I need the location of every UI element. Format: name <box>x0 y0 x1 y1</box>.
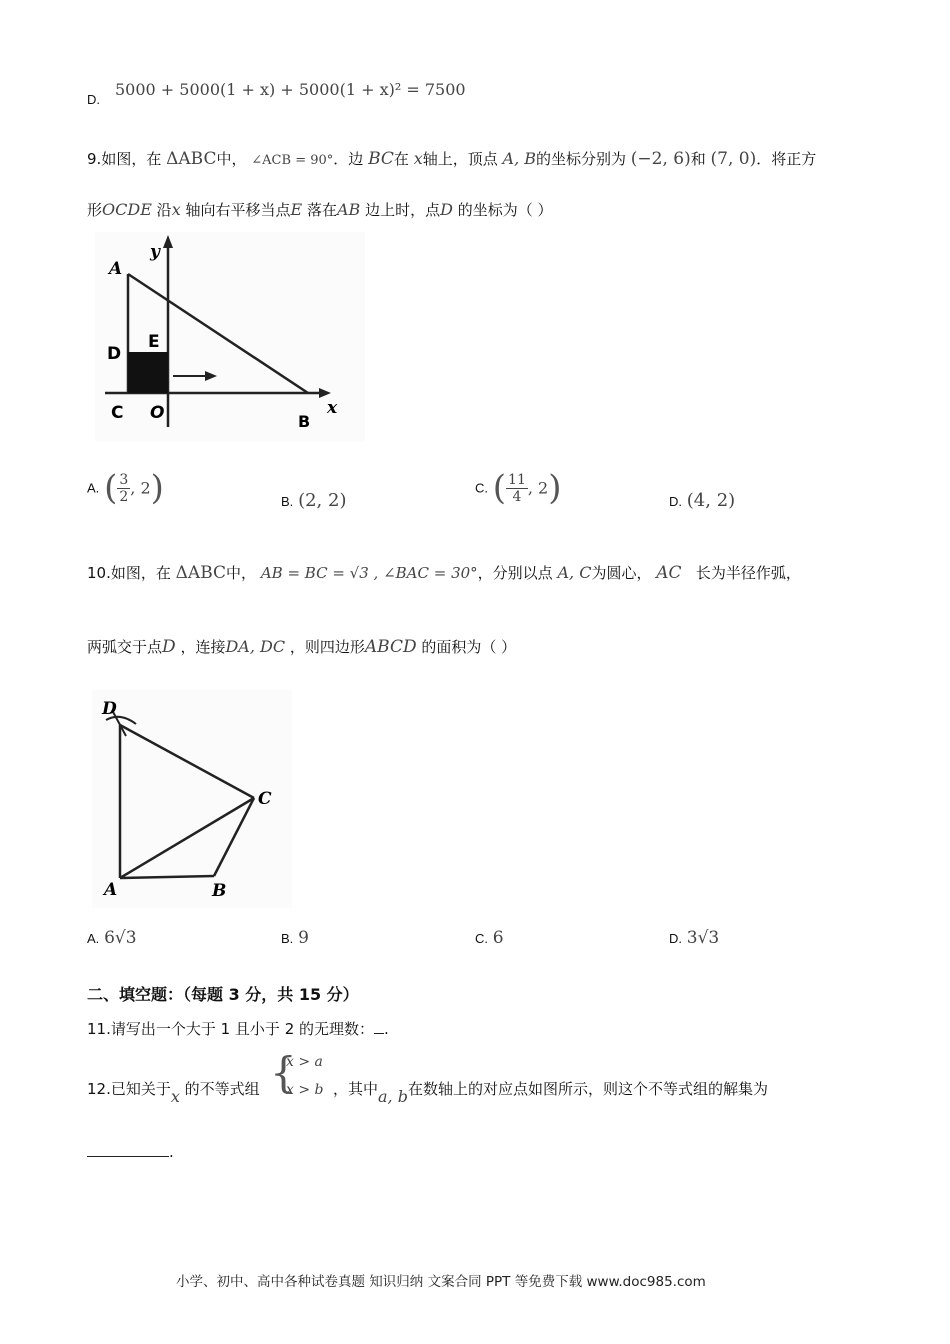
q9-option-a-fraction: $\frac{3}{2}$ <box>119 471 129 505</box>
q9-figure-background <box>95 232 365 442</box>
q12-answer-line: . <box>87 1142 174 1161</box>
q10-label-a: A <box>104 880 118 900</box>
q10-stem-line1: 10.如图，在 ΔABC中， AB = BC = √3 , ∠BAC = 30°，分别以点 A, C为圆心， AC 长为半径作弧， <box>87 563 801 583</box>
q11: 11.请写出一个大于 1 且小于 2 的无理数： . <box>87 1020 389 1038</box>
q11-answer-blank[interactable] <box>374 1033 384 1034</box>
q12-answer-blank[interactable] <box>87 1142 169 1157</box>
q9-option-d: D. (4, 2) <box>669 490 736 511</box>
q8-option-d-label: D. <box>87 92 100 107</box>
q10-number: 10. <box>87 564 111 582</box>
q9-square-ocde <box>128 352 168 393</box>
q9-stem-line1: 9.如图，在 ΔABC中， ∠ACB = 90°．边 BC在 x轴上，顶点 A, B的坐标分别为 (−2, 6)和 (7, 0)．将正方 <box>87 149 817 169</box>
q10-label-d: D <box>102 699 117 719</box>
q10-label-c: C <box>258 789 272 809</box>
q9-figure <box>95 232 365 442</box>
q9-label-x: x <box>327 398 338 418</box>
q9-label-e: E <box>148 332 160 352</box>
q9-stem-line2: 形OCDE 沿x 轴向右平移当点E 落在AB 边上时，点D 的坐标为（ ） <box>87 200 553 219</box>
q8-option-d-expression: 5000 + 5000(1 + x) + 5000(1 + x)² = 7500 <box>115 80 466 99</box>
page-footer: 小学、初中、高中各种试卷真题 知识归纳 文案合同 PPT 等免费下载 www.doc985.com <box>176 1274 706 1290</box>
q9-option-a: A. ( $\frac{3}{2}$ , 2) <box>87 468 164 508</box>
q9-option-c-fraction: $\frac{11}{4}$ <box>508 471 526 505</box>
q10-option-a: A. 6√3 <box>87 928 137 948</box>
q9-label-o: O <box>150 403 165 423</box>
q10-stem-line2: 两弧交于点D ，连接DA, DC ，则四边形ABCD 的面积为（ ） <box>87 637 517 657</box>
q9-label-y: y <box>150 242 160 262</box>
q12-inequality-2: x > b <box>286 1082 324 1098</box>
q9-number: 9. <box>87 150 102 168</box>
section-heading: 二、填空题：（每题 3 分，共 15 分） <box>87 985 359 1004</box>
q10-option-d: D. 3√3 <box>669 928 720 948</box>
q9-label-b: B <box>298 412 311 431</box>
q9-label-a: A <box>109 259 123 279</box>
q12-brace: { <box>270 1048 297 1097</box>
q9-option-c: C. ( $\frac{11}{4}$ , 2) <box>475 468 562 508</box>
q9-label-d: D <box>107 344 122 364</box>
q10-figure <box>92 690 292 908</box>
q10-option-b: B. 9 <box>281 928 309 948</box>
q12-inequality-1: x > a <box>286 1054 323 1070</box>
q9-option-b: B. (2, 2) <box>281 490 347 511</box>
q12-stem-line1: 12.已知关于x 的不等式组 <box>87 1080 260 1106</box>
q12-stem-line1-rest: ，其中a, b在数轴上的对应点如图所示，则这个不等式组的解集为 <box>333 1080 768 1106</box>
q9-label-c: C <box>111 403 124 423</box>
q10-label-b: B <box>212 881 227 901</box>
q10-option-c: C. 6 <box>475 928 504 948</box>
